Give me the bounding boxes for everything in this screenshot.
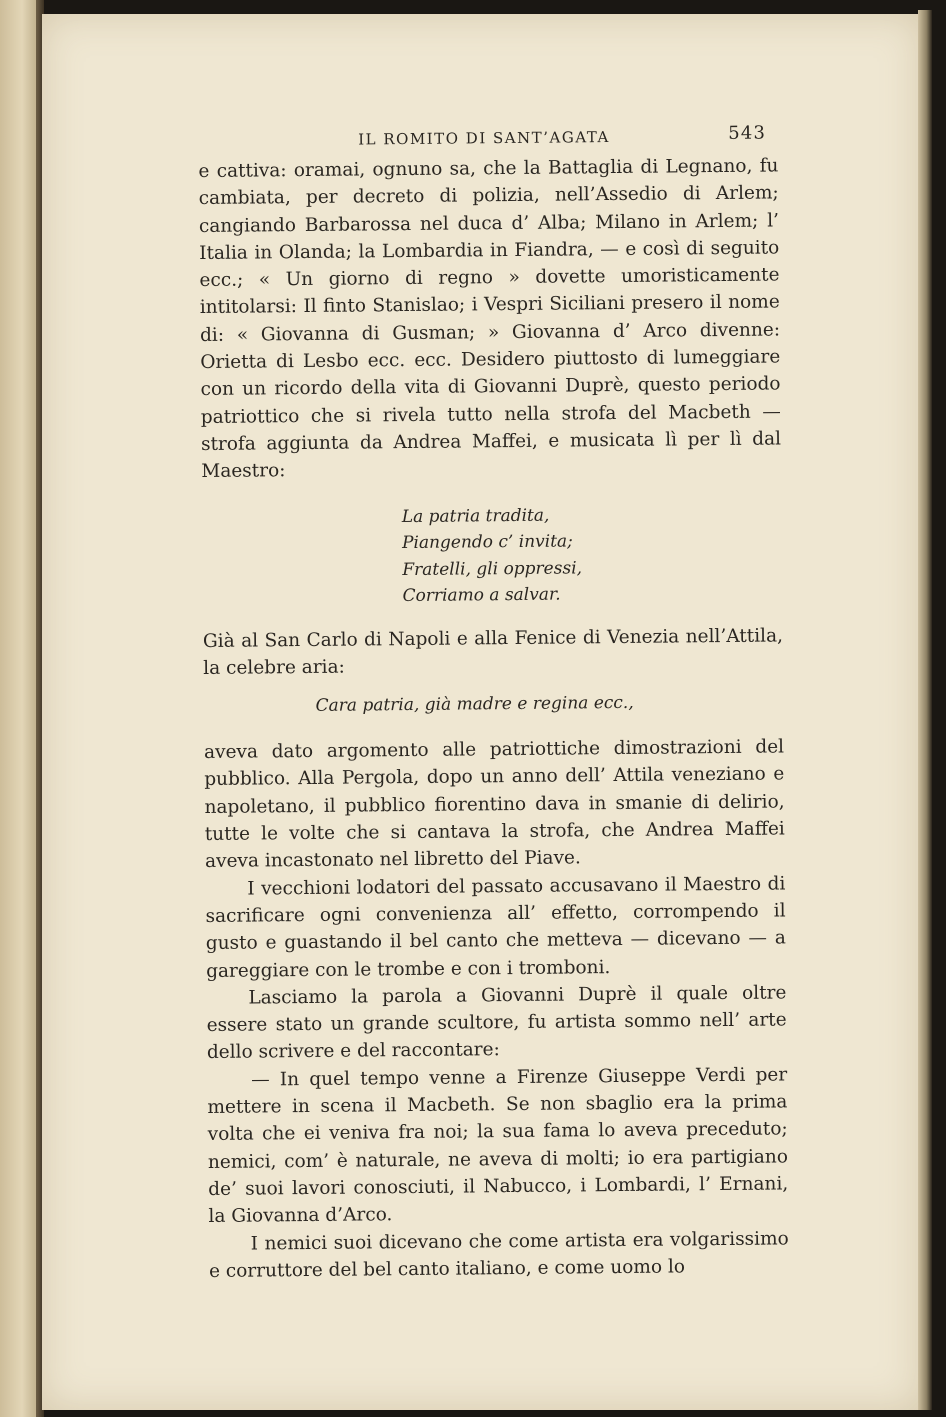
verse-line: Piangendo c’ invita; [401,531,573,554]
paragraph-2: Già al San Carlo di Napoli e alla Fenice di Venezia nell’Attila, la celebre aria: [202,624,784,679]
verse-line: Fratelli, gli oppressi, [402,557,583,580]
verse-line: Corriamo a salvar. [402,584,561,607]
running-head [198,118,778,158]
paragraph-4: I vecchioni lodatori del passato accusavano il Maestro di sacrificare ogni convenienza all’ effetto, corrompendo il gusto e guastando il bel canto che metteva — dicevano — a gareggiare con le trombe e con i tromboni. [205,873,786,982]
page-content [198,118,789,1285]
page-block-edge [918,10,932,1410]
aria-quote: Cara patria, già madre e regina ecc., [315,693,634,717]
paragraph-5: Lasciamo la parola a Giovanni Duprè il quale oltre essere stato un grande scultore, fu artista sommo nell’ arte dello scrivere e del raccontare: [206,982,787,1064]
paragraph-1: e cattiva: oramai, ognuno sa, che la Battaglia di Legnano, fu cambiata, per decreto di polizia, nell’Assedio di Arlem; cangiando Barbarossa nel duca d’ Alba; Milano in Arlem; l’ Italia in Olanda; la Lombardia in Fiandra, — e così di seguito ecc.; « Un giorno di regno » dovette umoristicamente intitolarsi: Il finto Stanislao; i Vespri Siciliani presero il nome di: « Giovanna di Gusman; » Giovanna d’ Arco divenne: Orietta di Lesbo ecc. ecc. Desidero piuttosto di lumeggiare con un ricordo della vita di Giovanni Duprè, questo periodo patriottico che si rivela tutto nella strofa del Macbeth — strofa aggiunta da Andrea Maffei, e musicata lì per lì dal Maestro: [198,155,782,483]
paragraph-6: — In quel tempo venne a Firenze Giuseppe Verdi per mettere in scena il Macbeth. Se non sbaglio era la prima volta che ei veniva fra noi; la sua fama lo aveva preceduto; nemici, com’ è naturale, ne aveva di molti; io era partigiano de’ suoi lavori conosciuti, il Nabucco, i Lombardi, l’ Ernani, la Giovanna d’Arco. [207,1064,789,1228]
paragraph-7: I nemici suoi dicevano che come artista era volgarissimo e corruttore del bel canto italiano, e come uomo lo [208,1227,789,1282]
book-page [42,14,921,1410]
paragraph-3: aveva dato argomento alle patriottiche dimostrazioni del pubblico. Alla Pergola, dopo un anno dell’ Attila veneziano e napoletano, il pubblico fiorentino dava in smanie di delirio, tutte le volte che si cantava la strofa, che Andrea Maffei aveva incastonato nel libretto del Piave. [203,736,785,873]
verse-block [402,500,783,610]
page-number: 543 [728,122,767,144]
running-title: IL ROMITO DI SANT’AGATA [358,128,610,149]
facing-page-edge [0,0,40,1417]
verse-line: La patria tradita, [401,505,550,527]
